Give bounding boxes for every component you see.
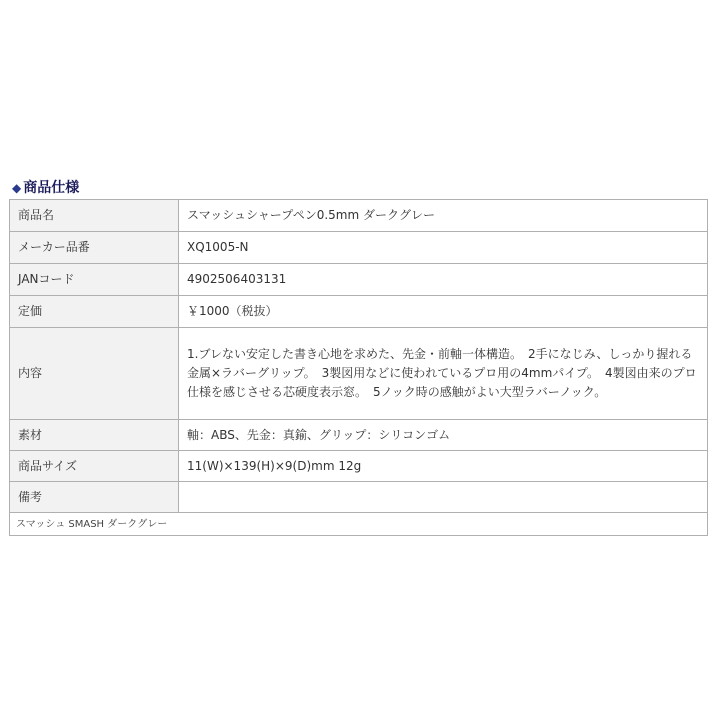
row-label-product-name: 商品名 (10, 200, 179, 232)
table-row (10, 420, 708, 451)
row-value-material: 軸：ABS、先金：真鍮、グリップ：シリコンゴム (179, 420, 708, 451)
row-label-remarks: 備考 (10, 482, 179, 513)
section-title-text: 商品仕様 (23, 180, 80, 196)
row-label-list-price: 定価 (10, 296, 179, 328)
row-label-maker-code: メーカー品番 (10, 232, 179, 264)
row-value-jan-code: 4902506403131 (179, 264, 708, 296)
table-row (10, 200, 708, 232)
table-row (10, 482, 708, 513)
row-value-product-name: スマッシュシャープペン0.5mm ダークグレー (179, 200, 708, 232)
row-value-remarks (179, 482, 708, 513)
table-row (10, 451, 708, 482)
row-value-list-price: ￥1000（税抜） (179, 296, 708, 328)
table-row (10, 328, 708, 420)
section-title (12, 178, 79, 198)
row-value-contents: 1.ブレない安定した書き心地を求めた、先金・前軸一体構造。 2手になじみ、しっかり握れる金属×ラバーグリップ。 3製図用などに使われているプロ用の4mmパイプ。 4製図由来のプロ仕様を感じさせる芯硬度表示窓。 5ノック時の感触がよい大型ラバーノック。 (179, 328, 708, 420)
table-row (10, 232, 708, 264)
table-row-footer (10, 513, 708, 536)
row-label-product-size: 商品サイズ (10, 451, 179, 482)
table-row (10, 264, 708, 296)
diamond-icon: ◆ (12, 181, 22, 195)
spec-table (9, 199, 708, 536)
row-label-contents: 内容 (10, 328, 179, 420)
row-value-maker-code: XQ1005-N (179, 232, 708, 264)
row-value-product-size: 11(W)×139(H)×9(D)mm 12g (179, 451, 708, 482)
row-label-material: 素材 (10, 420, 179, 451)
table-row (10, 296, 708, 328)
footer-note: スマッシュ SMASH ダークグレー (10, 513, 708, 536)
row-label-jan-code: JANコード (10, 264, 179, 296)
